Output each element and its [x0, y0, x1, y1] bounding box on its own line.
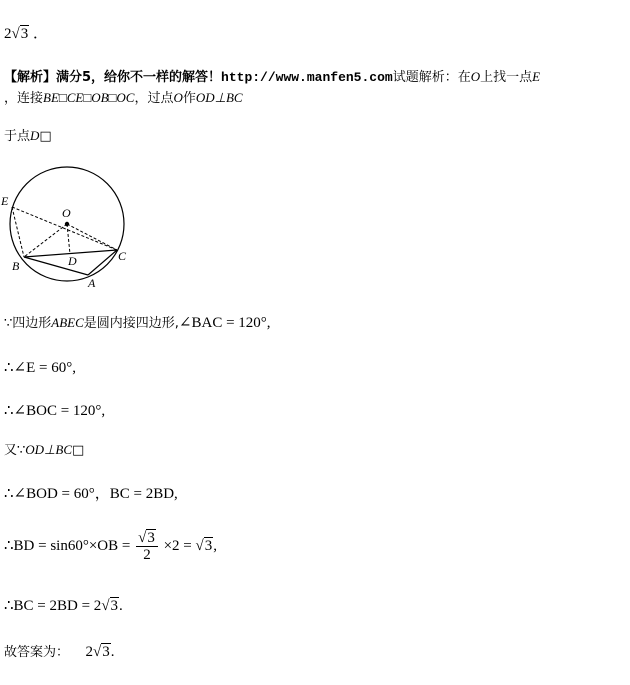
label-d: D	[68, 254, 77, 268]
answer-line-top	[4, 25, 48, 43]
circle-geometry-figure	[0, 160, 140, 290]
center-point	[65, 222, 69, 226]
answer-coefficient: 2	[4, 26, 12, 42]
dashed-od	[67, 224, 70, 254]
label-o: O	[62, 206, 71, 220]
step-3: ∴∠BOC = 120°,	[4, 403, 106, 419]
label-a: A	[88, 276, 96, 290]
chord-ac	[88, 250, 117, 275]
label-c: C	[118, 249, 127, 263]
analysis-line-3: 于点D□	[4, 128, 52, 144]
step-2: ∴∠E = 60°,	[4, 360, 76, 376]
perpendicular-statement: OD⊥BC	[195, 90, 243, 105]
step-5: ∴∠BOD = 60°，BC = 2BD,	[4, 486, 178, 502]
answer-label: 故答案为：	[4, 645, 70, 660]
dashed-ob	[24, 224, 67, 257]
chord-ba	[24, 257, 88, 275]
fraction-sqrt3-over-2: $\frac{√3}{2}$	[136, 530, 158, 563]
step-6: ∴BD = sin60°×OB = $\frac{√3}{2}$ ×2 = √3,	[4, 530, 217, 563]
step-1: ∵四边形ABEC是圆内接四边形,∠BAC = 120°,	[4, 315, 271, 331]
final-answer: 故答案为： 2√3.	[4, 644, 115, 660]
label-b: B	[12, 259, 20, 273]
sqrt-expression: √3	[11, 26, 29, 42]
source-url: http://www.manfen5.com	[221, 70, 393, 85]
dashed-oc	[67, 224, 117, 250]
dashed-be	[12, 207, 24, 257]
step-4: 又∵OD⊥BC□	[4, 442, 85, 458]
quadrilateral-name: ABEC	[51, 315, 84, 330]
analysis-label: 【解析】满分5，给你不一样的解答！	[4, 70, 222, 85]
answer-tail: ．	[32, 26, 48, 42]
analysis-line-2: ，连接BE□CE□OB□OC，过点O作OD⊥BC	[4, 90, 243, 106]
angle-bac: ∠BAC = 120°	[178, 315, 267, 331]
segment-list: BE□CE□OB□OC	[43, 90, 135, 105]
label-e: E	[1, 194, 9, 208]
step-7: ∴BC = 2BD = 2√3.	[4, 598, 123, 614]
analysis-header: 【解析】满分5，给你不一样的解答！http://www.manfen5.com试题解析：在O上找一点E	[4, 69, 541, 85]
